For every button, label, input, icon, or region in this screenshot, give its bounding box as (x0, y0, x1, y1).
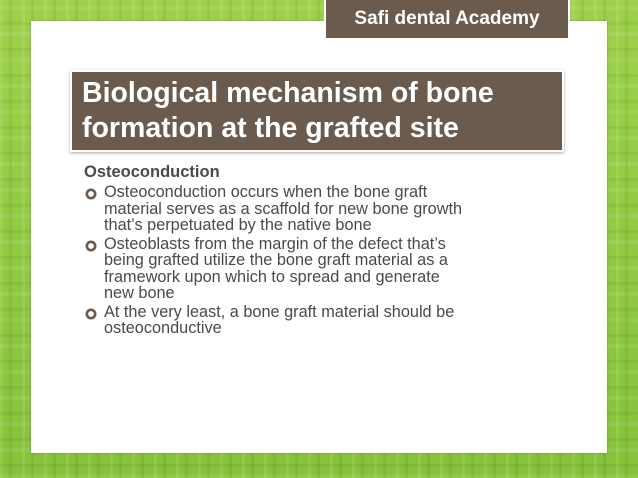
bullet-item-2 (84, 236, 544, 302)
section-subheading: Osteoconduction (84, 163, 220, 181)
ring-bullet-icon (85, 240, 97, 252)
slide-content (84, 162, 544, 339)
slide-title-line-2: formation at the grafted site (82, 112, 459, 144)
bullet-text-line: framework upon which to spread and generate (104, 267, 440, 286)
bullet-text-line: Osteoblasts from the margin of the defect that’s (104, 234, 446, 253)
bullet-text-line: new bone (104, 284, 175, 302)
slide-title-box (70, 70, 564, 152)
bullet-text-line: Osteoconduction occurs when the bone graft (104, 183, 428, 201)
bullet-text-line: material serves as a scaffold for new bone growth (104, 199, 463, 218)
academy-tag (324, 0, 570, 40)
bullet-text-line: that’s perpetuated by the native bone (104, 216, 372, 234)
bullet-item-3 (84, 304, 544, 337)
bullet-text-line: being grafted utilize the bone graft material as a (104, 251, 448, 269)
slide-title-line-1: Biological mechanism of bone (82, 77, 494, 109)
ring-bullet-icon (85, 308, 97, 320)
bullet-text-line: At the very least, a bone graft material should be (104, 302, 455, 321)
academy-label: Safi dental Academy (354, 8, 540, 29)
ring-bullet-icon (85, 188, 97, 200)
bullet-text-line: osteoconductive (104, 319, 222, 337)
bullet-item-1 (84, 184, 544, 234)
